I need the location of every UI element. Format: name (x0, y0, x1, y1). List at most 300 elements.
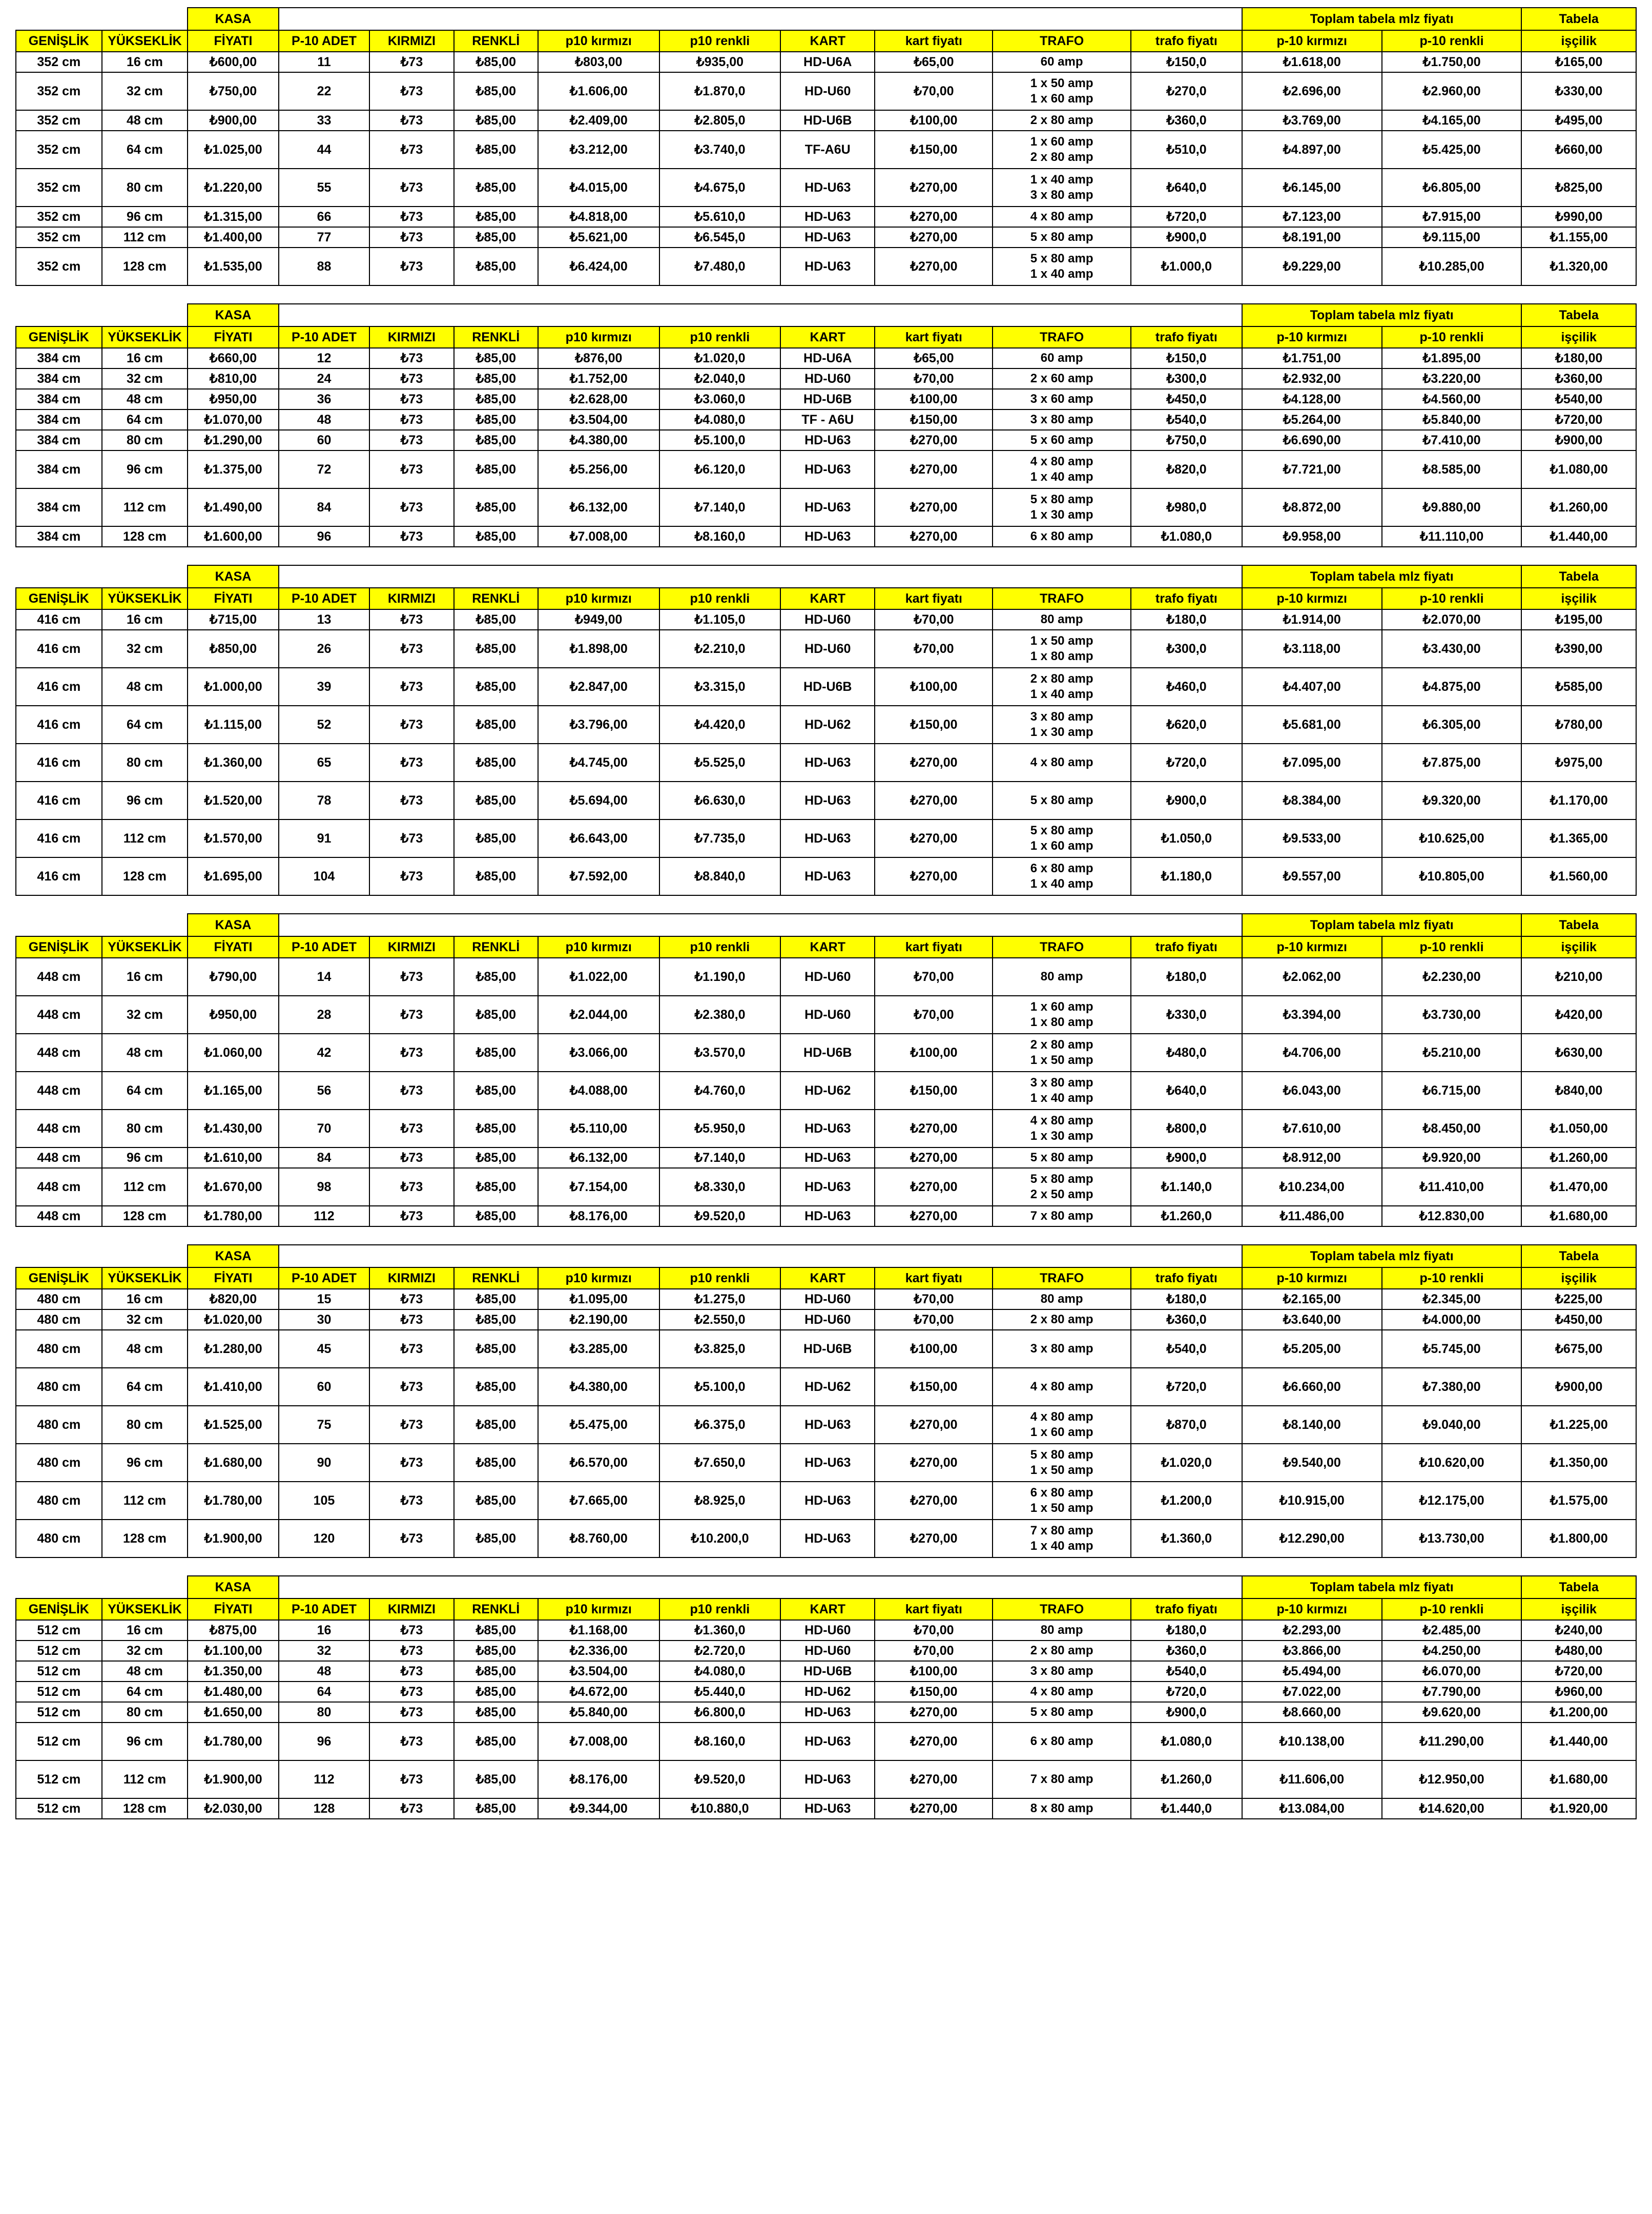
cell-p10-renkli: ₺1.360,0 (659, 1620, 781, 1641)
cell-toplam-p10-renkli: ₺4.875,00 (1382, 668, 1522, 706)
cell-kart-fiyati: ₺270,00 (875, 1723, 993, 1760)
cell-genislik: 384 cm (16, 368, 102, 389)
column-header-p10-adet: P-10 ADET (279, 588, 369, 609)
table-row (16, 1168, 1636, 1206)
cell-genislik: 416 cm (16, 609, 102, 630)
column-header-renkli: RENKLİ (454, 936, 538, 958)
trafo-line: 2 x 80 amp (1030, 1313, 1093, 1327)
cell-kirmizi: ₺73 (369, 526, 453, 547)
cell-toplam-p10-renkli: ₺4.165,00 (1382, 110, 1522, 131)
cell-toplam-p10-kirmizi: ₺3.118,00 (1242, 630, 1382, 668)
cell-toplam-p10-kirmizi: ₺5.264,00 (1242, 409, 1382, 430)
cell-trafo (993, 450, 1131, 488)
kasa-title: KASA (188, 1576, 278, 1598)
column-header-fiyati: FİYATI (188, 1598, 278, 1620)
cell-p10-adet: 75 (279, 1406, 369, 1444)
cell-trafo (993, 227, 1131, 248)
cell-kirmizi: ₺73 (369, 1406, 453, 1444)
trafo-list (995, 493, 1128, 522)
cell-kirmizi: ₺73 (369, 706, 453, 744)
cell-p10-kirmizi: ₺5.110,00 (538, 1110, 659, 1147)
cell-kasa-fiyati: ₺1.650,00 (188, 1702, 278, 1723)
cell-trafo-fiyati: ₺820,0 (1131, 450, 1242, 488)
trafo-list (995, 612, 1128, 627)
cell-toplam-p10-kirmizi: ₺4.407,00 (1242, 668, 1382, 706)
cell-kasa-fiyati: ₺715,00 (188, 609, 278, 630)
cell-iscilik: ₺1.260,00 (1521, 488, 1636, 526)
cell-trafo (993, 248, 1131, 285)
cell-kart-fiyati: ₺270,00 (875, 1760, 993, 1798)
cell-p10-adet: 90 (279, 1444, 369, 1482)
cell-renkli: ₺85,00 (454, 1368, 538, 1406)
cell-renkli: ₺85,00 (454, 1620, 538, 1641)
cell-trafo (993, 1110, 1131, 1147)
table-row (16, 488, 1636, 526)
cell-p10-adet: 32 (279, 1641, 369, 1661)
cell-p10-adet: 13 (279, 609, 369, 630)
cell-kasa-fiyati: ₺1.020,00 (188, 1309, 278, 1330)
cell-trafo-fiyati: ₺980,0 (1131, 488, 1242, 526)
table-row (16, 1368, 1636, 1406)
cell-p10-kirmizi: ₺4.818,00 (538, 207, 659, 227)
cell-trafo-fiyati: ₺1.360,0 (1131, 1520, 1242, 1557)
trafo-list (995, 1038, 1128, 1067)
cell-trafo (993, 368, 1131, 389)
column-header-toplam-p10-renkli: p-10 renkli (1382, 936, 1522, 958)
cell-iscilik: ₺840,00 (1521, 1072, 1636, 1110)
cell-genislik: 480 cm (16, 1330, 102, 1368)
cell-toplam-p10-kirmizi: ₺4.706,00 (1242, 1034, 1382, 1072)
column-header-genislik: GENİŞLİK (16, 1598, 102, 1620)
column-header-renkli: RENKLİ (454, 326, 538, 348)
table-title-row (16, 8, 1636, 30)
cell-iscilik: ₺720,00 (1521, 409, 1636, 430)
cell-iscilik: ₺360,00 (1521, 368, 1636, 389)
cell-kirmizi: ₺73 (369, 1330, 453, 1368)
table-row (16, 1520, 1636, 1557)
cell-kart-fiyati: ₺100,00 (875, 1034, 993, 1072)
cell-renkli: ₺85,00 (454, 996, 538, 1034)
cell-kasa-fiyati: ₺1.220,00 (188, 169, 278, 207)
cell-p10-adet: 39 (279, 668, 369, 706)
trafo-list (995, 1685, 1128, 1699)
cell-p10-kirmizi: ₺2.628,00 (538, 389, 659, 409)
cell-genislik: 512 cm (16, 1798, 102, 1819)
cell-trafo-fiyati: ₺300,0 (1131, 368, 1242, 389)
cell-trafo-fiyati: ₺720,0 (1131, 1368, 1242, 1406)
column-header-iscilik: işçilik (1521, 1598, 1636, 1620)
cell-trafo-fiyati: ₺1.440,0 (1131, 1798, 1242, 1819)
cell-renkli: ₺85,00 (454, 958, 538, 996)
toplam-title: Toplam tabela mlz fiyatı (1242, 304, 1522, 326)
cell-trafo (993, 52, 1131, 72)
title-spacer-middle (279, 1245, 1242, 1267)
cell-toplam-p10-renkli: ₺2.960,00 (1382, 72, 1522, 110)
cell-trafo-fiyati: ₺1.200,0 (1131, 1482, 1242, 1520)
table-header-row (16, 1267, 1636, 1289)
cell-kart-fiyati: ₺270,00 (875, 1110, 993, 1147)
table-row (16, 958, 1636, 996)
cell-toplam-p10-renkli: ₺8.450,00 (1382, 1110, 1522, 1147)
column-header-yukseklik: YÜKSEKLİK (102, 936, 188, 958)
cell-toplam-p10-renkli: ₺8.585,00 (1382, 450, 1522, 488)
column-header-fiyati: FİYATI (188, 326, 278, 348)
trafo-list (995, 230, 1128, 244)
cell-p10-kirmizi: ₺7.154,00 (538, 1168, 659, 1206)
trafo-line: 1 x 60 amp (1030, 1000, 1093, 1014)
cell-kart-fiyati: ₺70,00 (875, 958, 993, 996)
cell-kart-fiyati: ₺270,00 (875, 1520, 993, 1557)
cell-toplam-p10-renkli: ₺3.220,00 (1382, 368, 1522, 389)
cell-kart: HD-U63 (780, 1168, 875, 1206)
cell-trafo (993, 630, 1131, 668)
cell-p10-kirmizi: ₺6.132,00 (538, 488, 659, 526)
table-row (16, 1034, 1636, 1072)
cell-kasa-fiyati: ₺1.535,00 (188, 248, 278, 285)
cell-iscilik: ₺1.440,00 (1521, 1723, 1636, 1760)
cell-trafo (993, 1702, 1131, 1723)
trafo-line: 5 x 80 amp (1030, 1705, 1093, 1719)
column-header-p10-kirmizi: p10 kırmızı (538, 326, 659, 348)
cell-renkli: ₺85,00 (454, 207, 538, 227)
cell-toplam-p10-kirmizi: ₺10.138,00 (1242, 1723, 1382, 1760)
tabela-title: Tabela (1521, 914, 1636, 936)
cell-iscilik: ₺1.050,00 (1521, 1110, 1636, 1147)
trafo-line: 1 x 30 amp (1030, 725, 1093, 739)
cell-toplam-p10-renkli: ₺4.250,00 (1382, 1641, 1522, 1661)
trafo-list (995, 113, 1128, 128)
table-row (16, 1702, 1636, 1723)
trafo-list (995, 672, 1128, 701)
cell-kirmizi: ₺73 (369, 1034, 453, 1072)
cell-kart: HD-U63 (780, 1482, 875, 1520)
cell-genislik: 352 cm (16, 110, 102, 131)
kasa-title: KASA (188, 565, 278, 588)
trafo-list (995, 433, 1128, 447)
cell-toplam-p10-renkli: ₺9.040,00 (1382, 1406, 1522, 1444)
trafo-list (995, 455, 1128, 484)
cell-trafo-fiyati: ₺1.180,0 (1131, 857, 1242, 895)
table-row (16, 131, 1636, 169)
cell-yukseklik: 96 cm (102, 450, 188, 488)
cell-p10-adet: 60 (279, 430, 369, 450)
cell-p10-adet: 45 (279, 1330, 369, 1368)
cell-kart-fiyati: ₺70,00 (875, 368, 993, 389)
cell-kart: HD-U60 (780, 1620, 875, 1641)
cell-trafo-fiyati: ₺720,0 (1131, 207, 1242, 227)
cell-kart-fiyati: ₺70,00 (875, 1309, 993, 1330)
cell-toplam-p10-kirmizi: ₺5.205,00 (1242, 1330, 1382, 1368)
cell-kart: HD-U63 (780, 248, 875, 285)
cell-p10-adet: 112 (279, 1760, 369, 1798)
cell-toplam-p10-kirmizi: ₺6.145,00 (1242, 169, 1382, 207)
cell-kart-fiyati: ₺270,00 (875, 169, 993, 207)
cell-renkli: ₺85,00 (454, 389, 538, 409)
cell-p10-renkli: ₺1.190,0 (659, 958, 781, 996)
table-row (16, 1406, 1636, 1444)
cell-trafo-fiyati: ₺1.260,0 (1131, 1760, 1242, 1798)
cell-yukseklik: 32 cm (102, 630, 188, 668)
trafo-line: 1 x 40 amp (1030, 1539, 1093, 1553)
cell-trafo (993, 819, 1131, 857)
cell-trafo-fiyati: ₺900,0 (1131, 227, 1242, 248)
column-header-p10-adet: P-10 ADET (279, 1267, 369, 1289)
cell-renkli: ₺85,00 (454, 630, 538, 668)
cell-trafo-fiyati: ₺1.260,0 (1131, 1206, 1242, 1226)
column-header-kirmizi: KIRMIZI (369, 30, 453, 52)
cell-kirmizi: ₺73 (369, 1206, 453, 1226)
cell-trafo (993, 996, 1131, 1034)
cell-p10-adet: 36 (279, 389, 369, 409)
cell-trafo (993, 430, 1131, 450)
toplam-title: Toplam tabela mlz fiyatı (1242, 1245, 1522, 1267)
column-header-renkli: RENKLİ (454, 588, 538, 609)
cell-kasa-fiyati: ₺1.070,00 (188, 409, 278, 430)
cell-kirmizi: ₺73 (369, 1072, 453, 1110)
cell-p10-kirmizi: ₺7.665,00 (538, 1482, 659, 1520)
cell-genislik: 512 cm (16, 1641, 102, 1661)
cell-renkli: ₺85,00 (454, 1289, 538, 1309)
cell-iscilik: ₺195,00 (1521, 609, 1636, 630)
trafo-line: 1 x 80 amp (1030, 649, 1093, 663)
cell-renkli: ₺85,00 (454, 1072, 538, 1110)
column-header-yukseklik: YÜKSEKLİK (102, 1598, 188, 1620)
cell-kart-fiyati: ₺270,00 (875, 1482, 993, 1520)
cell-iscilik: ₺990,00 (1521, 207, 1636, 227)
cell-toplam-p10-kirmizi: ₺13.084,00 (1242, 1798, 1382, 1819)
cell-yukseklik: 96 cm (102, 1723, 188, 1760)
cell-toplam-p10-renkli: ₺10.285,00 (1382, 248, 1522, 285)
cell-p10-renkli: ₺3.315,0 (659, 668, 781, 706)
cell-p10-adet: 98 (279, 1168, 369, 1206)
cell-kart: HD-U63 (780, 169, 875, 207)
tabela-title: Tabela (1521, 304, 1636, 326)
cell-trafo (993, 1309, 1131, 1330)
cell-kasa-fiyati: ₺790,00 (188, 958, 278, 996)
cell-p10-kirmizi: ₺876,00 (538, 348, 659, 368)
cell-p10-renkli: ₺5.100,0 (659, 1368, 781, 1406)
table-row (16, 1620, 1636, 1641)
cell-p10-kirmizi: ₺7.008,00 (538, 526, 659, 547)
cell-toplam-p10-kirmizi: ₺9.229,00 (1242, 248, 1382, 285)
trafo-line: 7 x 80 amp (1030, 1209, 1093, 1223)
cell-toplam-p10-renkli: ₺9.620,00 (1382, 1702, 1522, 1723)
table-row (16, 1760, 1636, 1798)
cell-toplam-p10-renkli: ₺3.430,00 (1382, 630, 1522, 668)
cell-kasa-fiyati: ₺1.695,00 (188, 857, 278, 895)
cell-renkli: ₺85,00 (454, 409, 538, 430)
cell-kasa-fiyati: ₺820,00 (188, 1289, 278, 1309)
trafo-line: 3 x 80 amp (1030, 1664, 1093, 1678)
title-spacer-middle (279, 565, 1242, 588)
price-table-document (15, 7, 1637, 1819)
trafo-list (995, 1644, 1128, 1658)
cell-iscilik: ₺1.470,00 (1521, 1168, 1636, 1206)
cell-kart-fiyati: ₺270,00 (875, 450, 993, 488)
table-header-row (16, 588, 1636, 609)
cell-toplam-p10-renkli: ₺2.345,00 (1382, 1289, 1522, 1309)
column-header-kirmizi: KIRMIZI (369, 588, 453, 609)
cell-p10-renkli: ₺10.880,0 (659, 1798, 781, 1819)
table-row (16, 348, 1636, 368)
cell-kirmizi: ₺73 (369, 1147, 453, 1168)
cell-toplam-p10-renkli: ₺7.915,00 (1382, 207, 1522, 227)
cell-iscilik: ₺630,00 (1521, 1034, 1636, 1072)
cell-kirmizi: ₺73 (369, 1482, 453, 1520)
kasa-title: KASA (188, 1245, 278, 1267)
cell-yukseklik: 16 cm (102, 1620, 188, 1641)
column-header-toplam-p10-kirmizi: p-10 kırmızı (1242, 936, 1382, 958)
cell-iscilik: ₺1.080,00 (1521, 450, 1636, 488)
cell-kart: HD-U60 (780, 1309, 875, 1330)
cell-kasa-fiyati: ₺1.000,00 (188, 668, 278, 706)
title-spacer-left (16, 304, 188, 326)
table-row (16, 1206, 1636, 1226)
cell-iscilik: ₺450,00 (1521, 1309, 1636, 1330)
toplam-title: Toplam tabela mlz fiyatı (1242, 1576, 1522, 1598)
cell-toplam-p10-renkli: ₺9.920,00 (1382, 1147, 1522, 1168)
cell-kasa-fiyati: ₺1.900,00 (188, 1520, 278, 1557)
cell-p10-kirmizi: ₺9.344,00 (538, 1798, 659, 1819)
cell-renkli: ₺85,00 (454, 72, 538, 110)
cell-p10-adet: 15 (279, 1289, 369, 1309)
cell-p10-adet: 105 (279, 1482, 369, 1520)
cell-kart-fiyati: ₺270,00 (875, 782, 993, 819)
cell-kart: HD-U63 (780, 450, 875, 488)
cell-yukseklik: 112 cm (102, 819, 188, 857)
trafo-list (995, 173, 1128, 202)
trafo-line: 8 x 80 amp (1030, 1801, 1093, 1816)
cell-kart: HD-U6B (780, 389, 875, 409)
cell-yukseklik: 80 cm (102, 1110, 188, 1147)
cell-yukseklik: 48 cm (102, 1661, 188, 1682)
cell-renkli: ₺85,00 (454, 1147, 538, 1168)
cell-yukseklik: 128 cm (102, 857, 188, 895)
cell-p10-kirmizi: ₺1.898,00 (538, 630, 659, 668)
trafo-line: 2 x 80 amp (1030, 1038, 1093, 1052)
table-row (16, 430, 1636, 450)
cell-p10-kirmizi: ₺6.643,00 (538, 819, 659, 857)
column-header-p10-adet: P-10 ADET (279, 1598, 369, 1620)
cell-p10-adet: 44 (279, 131, 369, 169)
cell-genislik: 384 cm (16, 389, 102, 409)
trafo-line: 2 x 50 amp (1030, 1187, 1093, 1201)
title-spacer-left (16, 1245, 188, 1267)
trafo-list (995, 1486, 1128, 1515)
table-header-row (16, 936, 1636, 958)
trafo-list (995, 793, 1128, 808)
column-header-trafo-fiyati: trafo fiyatı (1131, 588, 1242, 609)
cell-kasa-fiyati: ₺1.400,00 (188, 227, 278, 248)
cell-toplam-p10-kirmizi: ₺6.690,00 (1242, 430, 1382, 450)
cell-p10-adet: 65 (279, 744, 369, 782)
trafo-list (995, 392, 1128, 406)
trafo-line: 80 amp (1040, 612, 1083, 627)
cell-p10-renkli: ₺8.160,0 (659, 526, 781, 547)
cell-toplam-p10-kirmizi: ₺5.681,00 (1242, 706, 1382, 744)
column-header-trafo: TRAFO (993, 936, 1131, 958)
trafo-list (995, 1151, 1128, 1165)
cell-yukseklik: 80 cm (102, 430, 188, 450)
cell-renkli: ₺85,00 (454, 110, 538, 131)
cell-trafo (993, 1168, 1131, 1206)
cell-p10-adet: 48 (279, 409, 369, 430)
cell-trafo-fiyati: ₺180,0 (1131, 1289, 1242, 1309)
cell-toplam-p10-kirmizi: ₺8.191,00 (1242, 227, 1382, 248)
cell-iscilik: ₺1.575,00 (1521, 1482, 1636, 1520)
trafo-line: 1 x 50 amp (1030, 76, 1093, 91)
cell-genislik: 384 cm (16, 409, 102, 430)
cell-p10-kirmizi: ₺3.066,00 (538, 1034, 659, 1072)
cell-renkli: ₺85,00 (454, 1641, 538, 1661)
cell-kirmizi: ₺73 (369, 668, 453, 706)
table-row (16, 1289, 1636, 1309)
cell-yukseklik: 128 cm (102, 248, 188, 285)
cell-kasa-fiyati: ₺1.165,00 (188, 1072, 278, 1110)
cell-p10-adet: 96 (279, 1723, 369, 1760)
cell-kirmizi: ₺73 (369, 368, 453, 389)
cell-toplam-p10-kirmizi: ₺2.293,00 (1242, 1620, 1382, 1641)
title-spacer-left (16, 565, 188, 588)
cell-toplam-p10-renkli: ₺9.320,00 (1382, 782, 1522, 819)
cell-trafo (993, 409, 1131, 430)
cell-p10-renkli: ₺5.525,0 (659, 744, 781, 782)
table-row (16, 248, 1636, 285)
cell-kart-fiyati: ₺70,00 (875, 1289, 993, 1309)
cell-genislik: 416 cm (16, 744, 102, 782)
cell-p10-renkli: ₺3.060,0 (659, 389, 781, 409)
trafo-line: 3 x 60 amp (1030, 392, 1093, 406)
cell-kart: HD-U63 (780, 1147, 875, 1168)
cell-kart-fiyati: ₺70,00 (875, 1641, 993, 1661)
cell-genislik: 352 cm (16, 52, 102, 72)
cell-toplam-p10-kirmizi: ₺7.095,00 (1242, 744, 1382, 782)
cell-trafo-fiyati: ₺180,0 (1131, 609, 1242, 630)
cell-kasa-fiyati: ₺1.430,00 (188, 1110, 278, 1147)
cell-genislik: 448 cm (16, 1110, 102, 1147)
cell-trafo (993, 110, 1131, 131)
cell-p10-kirmizi: ₺2.847,00 (538, 668, 659, 706)
cell-kirmizi: ₺73 (369, 1289, 453, 1309)
trafo-line: 1 x 40 amp (1030, 470, 1093, 484)
cell-yukseklik: 32 cm (102, 1641, 188, 1661)
trafo-line: 4 x 80 amp (1030, 755, 1093, 770)
cell-kasa-fiyati: ₺1.100,00 (188, 1641, 278, 1661)
column-header-kart-fiyati: kart fiyatı (875, 1267, 993, 1289)
price-table-block (15, 913, 1637, 1227)
toplam-title: Toplam tabela mlz fiyatı (1242, 565, 1522, 588)
cell-p10-adet: 11 (279, 52, 369, 72)
cell-kart: HD-U6B (780, 1034, 875, 1072)
cell-iscilik: ₺1.560,00 (1521, 857, 1636, 895)
cell-renkli: ₺85,00 (454, 1444, 538, 1482)
cell-toplam-p10-renkli: ₺7.410,00 (1382, 430, 1522, 450)
column-header-trafo: TRAFO (993, 30, 1131, 52)
cell-toplam-p10-renkli: ₺1.895,00 (1382, 348, 1522, 368)
cell-trafo-fiyati: ₺450,0 (1131, 389, 1242, 409)
cell-toplam-p10-renkli: ₺6.070,00 (1382, 1661, 1522, 1682)
cell-kart: HD-U60 (780, 996, 875, 1034)
cell-renkli: ₺85,00 (454, 368, 538, 389)
toplam-title: Toplam tabela mlz fiyatı (1242, 8, 1522, 30)
cell-renkli: ₺85,00 (454, 1330, 538, 1368)
column-header-trafo-fiyati: trafo fiyatı (1131, 326, 1242, 348)
cell-kart: HD-U60 (780, 958, 875, 996)
table-title-row (16, 1245, 1636, 1267)
cell-p10-kirmizi: ₺1.606,00 (538, 72, 659, 110)
cell-p10-kirmizi: ₺4.015,00 (538, 169, 659, 207)
cell-trafo (993, 1444, 1131, 1482)
